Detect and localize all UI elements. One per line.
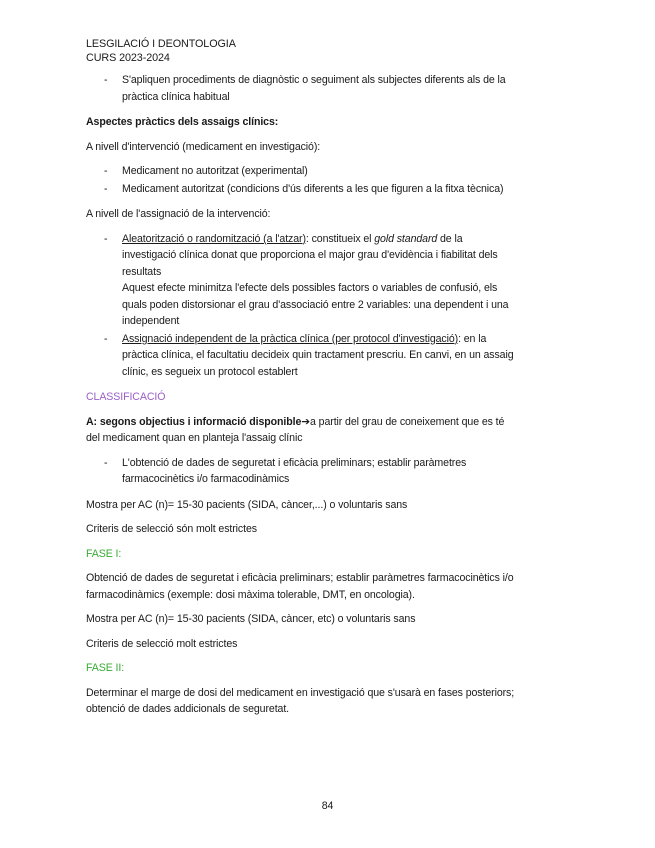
text-segment: a partir del grau de coneixement que es té del medicament quan en planteja l'assaig clínic	[86, 415, 505, 444]
section-heading-fase-2: FASE II:	[86, 662, 125, 674]
header-course-title: LESGILACIÓ I DEONTOLOGIA	[86, 38, 236, 50]
paragraph-nivell-assignacio: A nivell de l'assignació de la intervenció:	[86, 208, 271, 220]
list-item: - S'apliquen procediments de diagnòstic o seguiment als subjectes diferents als de la pràctica clínica habitual	[86, 72, 516, 105]
bullet-list-top	[86, 72, 516, 105]
list-item-assignacio	[86, 331, 516, 381]
section-heading-classificacio: CLASSIFICACIÓ	[86, 391, 166, 403]
paragraph-criteris-1: Criteris de selecció són molt estrictes	[86, 523, 257, 535]
document-body	[86, 72, 516, 726]
list-item-aleatoritzacio	[86, 231, 516, 330]
section-heading-aspectes: Aspectes pràctics dels assaigs clínics:	[86, 116, 279, 128]
term-aleatoritzacio: Aleatorització o randomització (a l'atzar)	[122, 232, 306, 245]
paragraph-criteris-2: Criteris de selecció molt estrictes	[86, 637, 238, 650]
paragraph-nivell-intervencio: A nivell d'intervenció (medicament en investigació):	[86, 140, 321, 153]
list-item: - Medicament no autoritzat (experimental)	[86, 163, 516, 180]
list-item: - L'obtenció de dades de seguretat i eficàcia preliminars; establir paràmetres farmacocinètics i/o farmacodinàmics	[86, 455, 516, 488]
header-course-year: CURS 2023-2024	[86, 52, 170, 64]
section-heading-fase-1: FASE I:	[86, 547, 122, 560]
arrow-right-icon: ➔	[301, 415, 311, 428]
text-segment: : constitueix el	[305, 232, 375, 245]
list-item: - Medicament autoritzat (condicions d'ús diferents a les que figuren a la fitxa tècnica)	[86, 181, 516, 198]
paragraph-mostra-2: Mostra per AC (n)= 15-30 pacients (SIDA, càncer, etc) o voluntaris sans	[86, 613, 416, 625]
paragraph-fase-2: Determinar el marge de dosi del medicament en investigació que s'usarà en fases posteriors; obtenció de dades addicionals de seguretat.	[86, 686, 515, 715]
objectius-list	[86, 455, 516, 488]
paragraph-fase-1: Obtenció de dades de seguretat i eficàcia preliminars; establir paràmetres farmacocinètics i/o farmacodinàmics (exemple: dosi màxima tolerable, DMT, en oncologia).	[86, 572, 514, 601]
paragraph-mostra-1: Mostra per AC (n)= 15-30 pacients (SIDA, càncer,...) o voluntaris sans	[86, 498, 408, 511]
paragraph-objectius	[86, 414, 516, 447]
intervencio-list	[86, 163, 516, 197]
term-assignacio-independent: Assignació independent de la pràctica clínica (per protocol d'investigació)	[122, 332, 459, 345]
page-header	[86, 37, 236, 65]
text-segment: de la investigació clínica donat que proporciona el major grau d'evidència i fiabilitat dels resultats	[122, 232, 498, 278]
assignacio-list	[86, 231, 516, 381]
text-segment: Aquest efecte minimitza l'efecte dels possibles factors o variables de confusió, els quals poden distorsionar el grau d'associació entre 2 variables: una dependent i una independent	[122, 282, 509, 327]
label-a-objectius: A: segons objectius i informació disponible	[86, 415, 302, 428]
text-segment: : en la pràctica clínica, el facultatiu decideix quin tractament prescriu. En canvi, en un assaig clínic, es segueix un protocol establert	[122, 332, 514, 378]
page-number: 84	[321, 800, 334, 812]
term-gold-standard: gold standard	[374, 232, 438, 245]
